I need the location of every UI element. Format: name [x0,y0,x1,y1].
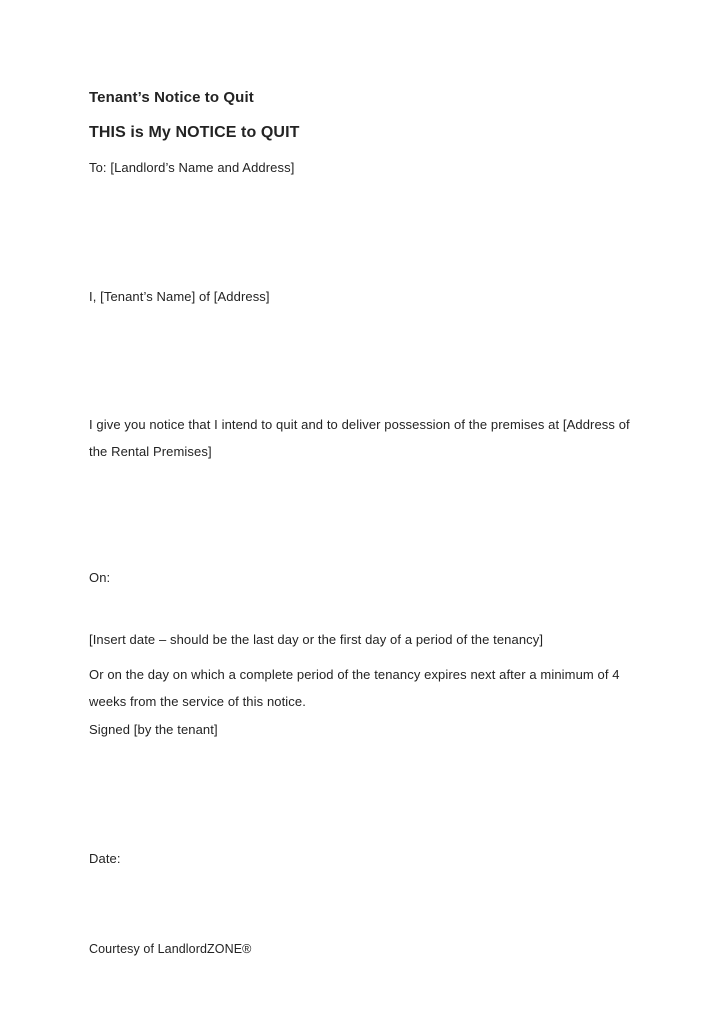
signed-label: Signed [by the tenant] [89,722,218,737]
date-label: Date: [89,851,121,866]
document-subtitle: THIS is My NOTICE to QUIT [89,124,300,141]
courtesy-footer: Courtesy of LandlordZONE® [89,942,252,956]
notice-paragraph: I give you notice that I intend to quit and to deliver possession of the premises at [Address of the Rental Premises] [89,417,630,459]
tenant-line: I, [Tenant’s Name] of [Address] [89,289,270,304]
to-line: To: [Landlord’s Name and Address] [89,160,295,175]
period-paragraph: Or on the day on which a complete period of the tenancy expires next after a minimum of 4 weeks from the service of this notice. [89,667,620,709]
insert-date-line: [Insert date – should be the last day or the first day of a period of the tenancy] [89,632,544,647]
on-label: On: [89,570,111,585]
document-title: Tenant’s Notice to Quit [89,89,254,106]
